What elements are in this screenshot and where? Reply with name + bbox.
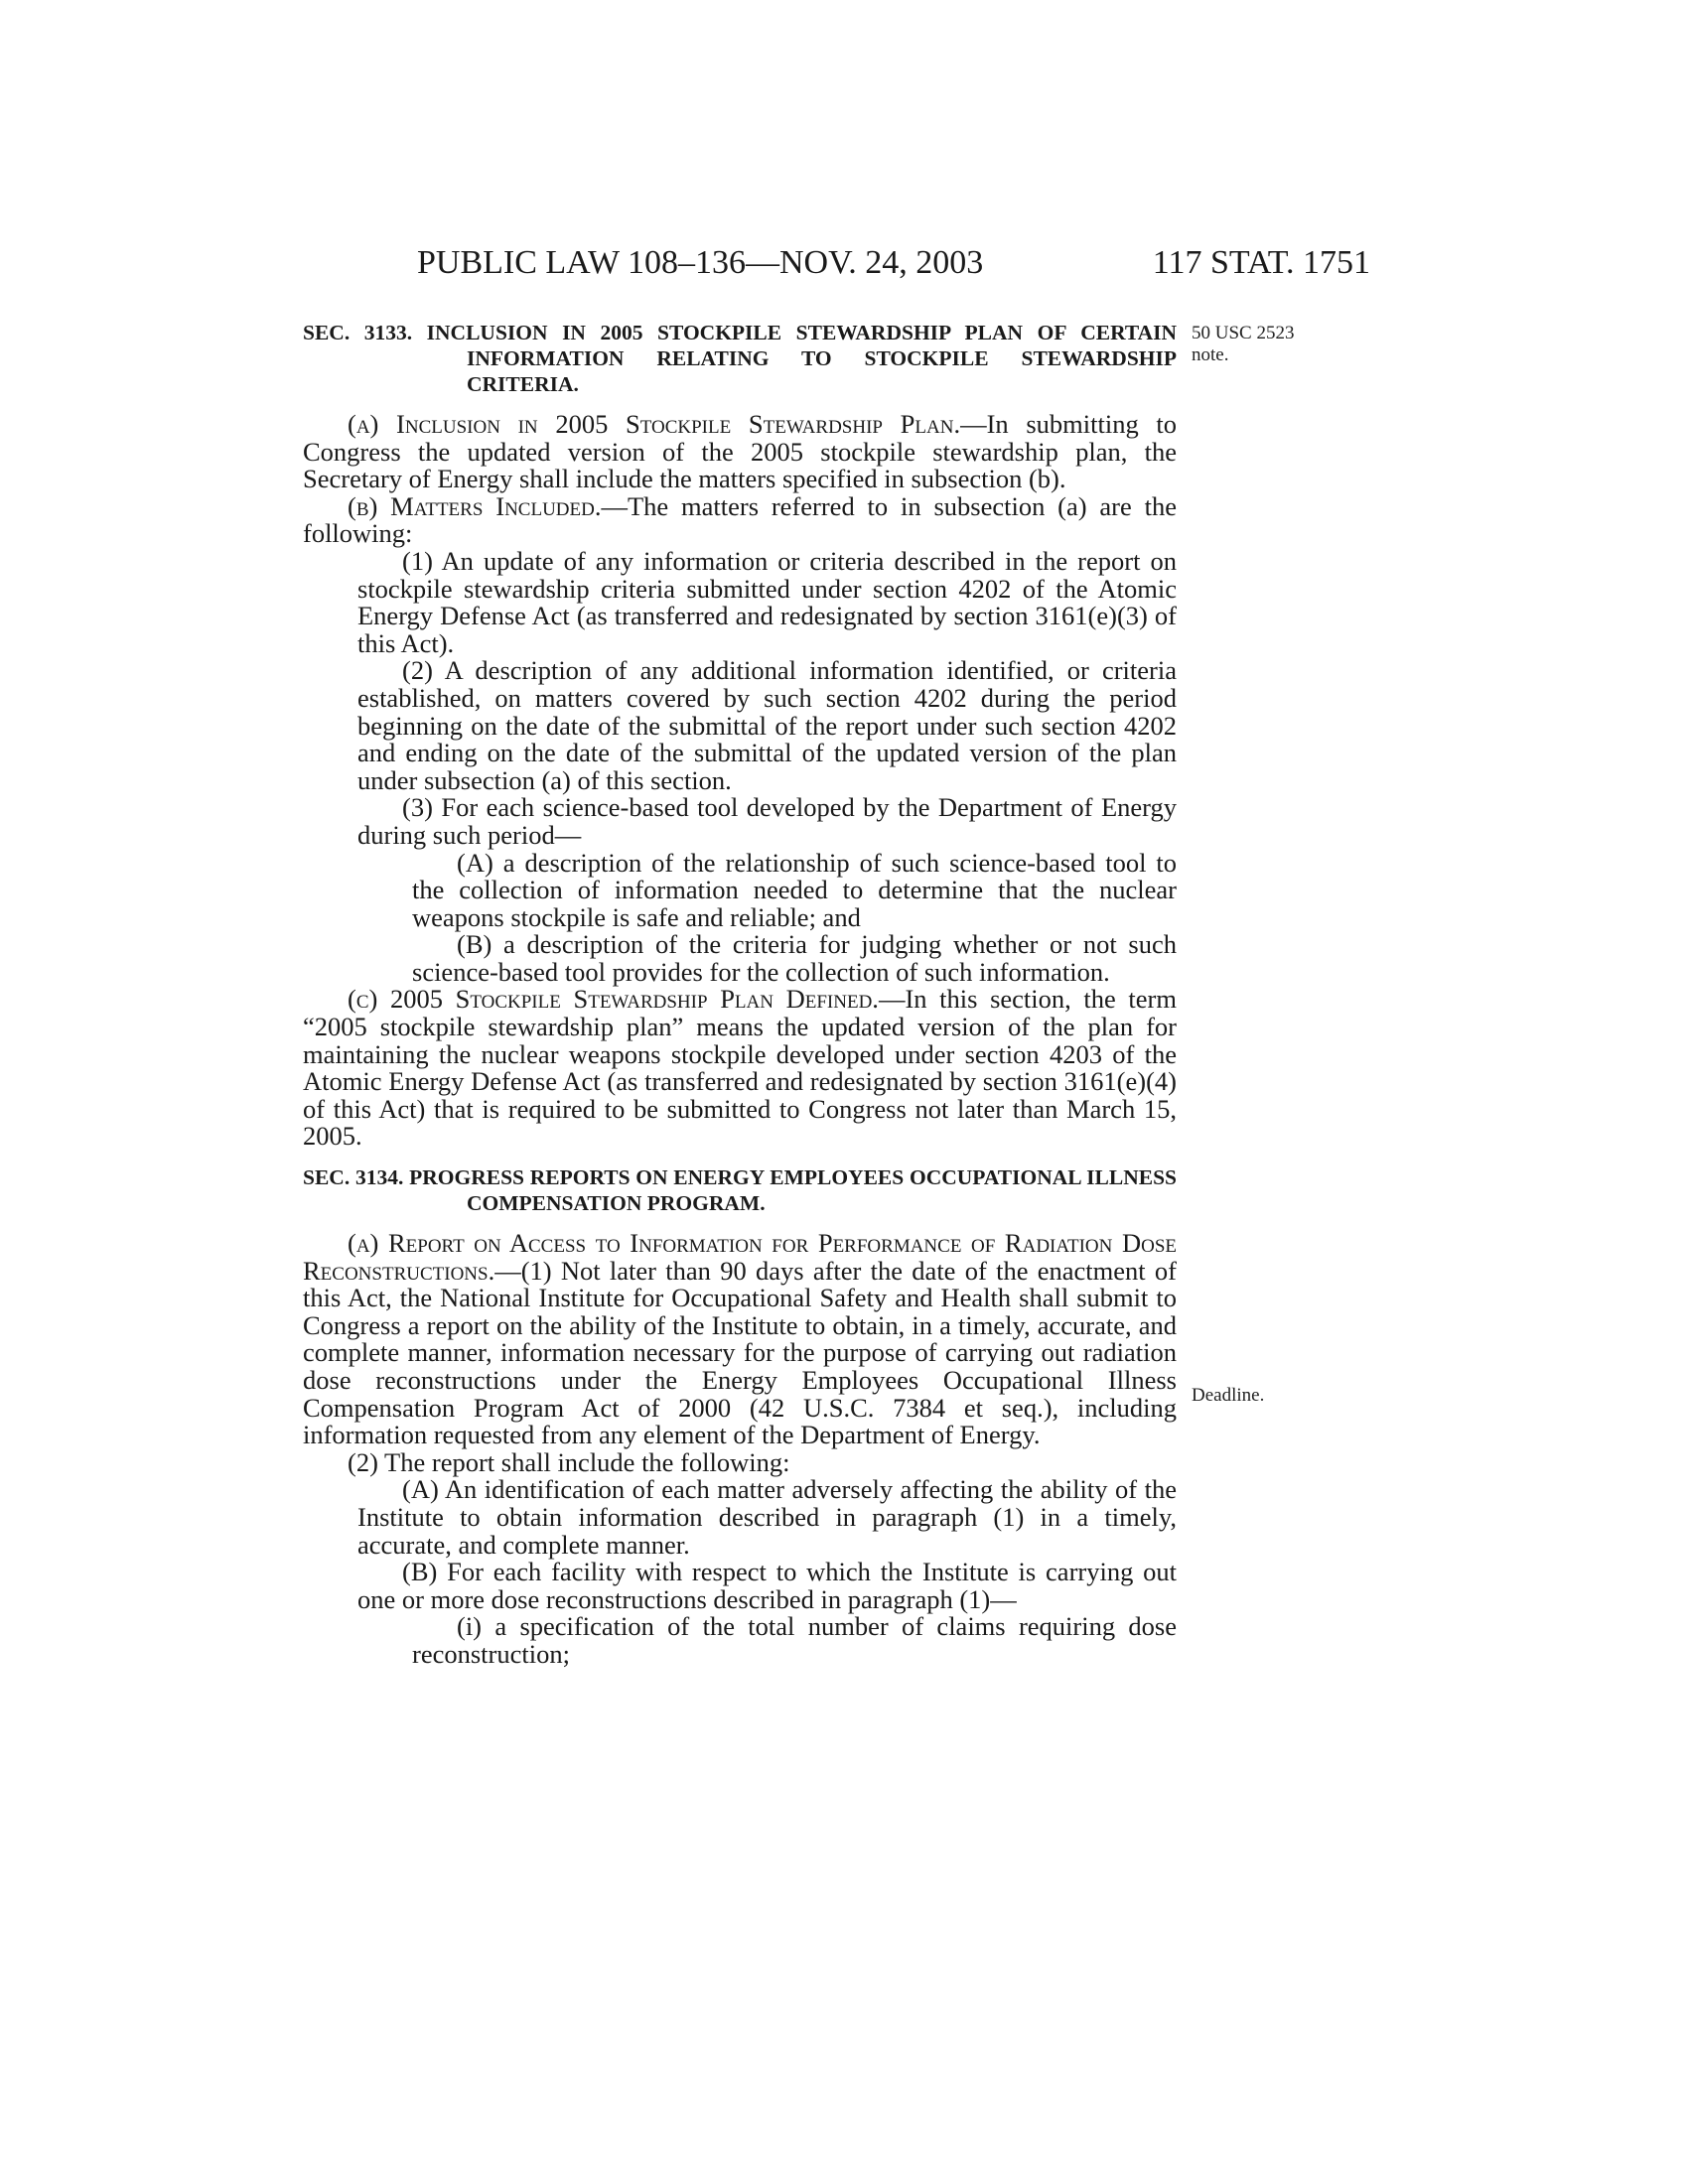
sec3133-c-caption: (c) 2005 Stockpile Stewardship Plan Defined. bbox=[348, 984, 879, 1015]
sec3133-b-text: —The matters referred to in subsection (a) are the following: bbox=[303, 490, 1177, 549]
sec3133-subparagraph-B: (B) a description of the criteria for judging whether or not such science-based tool provides for the collection of such information. bbox=[412, 929, 1177, 987]
sec3133-subsection-a bbox=[303, 411, 1177, 493]
sec3133-paragraph-3: (3) For each science-based tool developed by the Department of Energy during such period— bbox=[357, 792, 1177, 850]
sec3133-a-text: —In submitting to Congress the updated version of the 2005 stockpile stewardship plan, the Secretary of Energy shall include the matters specified in subsection (b). bbox=[303, 409, 1177, 494]
sec3134-clause-i: (i) a specification of the total number of claims requiring dose reconstruction; bbox=[412, 1611, 1177, 1669]
sec3134-subparagraph-A: (A) An identification of each matter adversely affecting the ability of the Institute to obtain information described in paragraph (1) in a timely, accurate, and complete manner. bbox=[357, 1474, 1177, 1560]
sec3134-subsection-a bbox=[303, 1230, 1177, 1449]
sec3134-a-caption: (a) Report on Access to Information for Performance of Radiation Dose Reconstructions. bbox=[303, 1228, 1177, 1286]
public-law-citation: PUBLIC LAW 108–136—NOV. 24, 2003 bbox=[417, 244, 984, 281]
sec3134-paragraph-2: (2) The report shall include the following: bbox=[348, 1446, 790, 1477]
sec3133-a-caption: (a) Inclusion in 2005 Stockpile Stewardship Plan. bbox=[348, 409, 961, 439]
statute-page-number: 117 STAT. 1751 bbox=[1152, 244, 1370, 281]
sec3133-subsection-b bbox=[303, 490, 1177, 549]
sec3133-subparagraph-A: (A) a description of the relationship of such science-based tool to the collection of information needed to determine that the nuclear weapons stockpile is safe and reliable; and bbox=[412, 847, 1177, 932]
margin-note-usc-line1: 50 USC 2523 bbox=[1192, 323, 1295, 343]
sec3133-paragraph-1: (1) An update of any information or criteria described in the report on stockpile stewardship criteria submitted under section 4202 of the Atomic Energy Defense Act (as transferred and redesignated by section 3161(e)(3) of this Act). bbox=[357, 545, 1177, 658]
section-3133-heading: SEC. 3133. INCLUSION IN 2005 STOCKPILE STEWARDSHIP PLAN OF CERTAIN INFORMATION RELATING TO STOCKPILE STEWARDSHIP CRITERIA. bbox=[303, 321, 1177, 396]
statute-body bbox=[303, 320, 1177, 1669]
sec3133-paragraph-2: (2) A description of any additional information identified, or criteria established, on matters covered by such section 4202 during the period beginning on the date of the submittal of the report under such section 4202 and ending on the date of the submittal of the updated version of the plan under subsection (a) of this section. bbox=[357, 655, 1177, 795]
sec3133-c-text: —In this section, the term “2005 stockpile stewardship plan” means the updated version of the plan for maintaining the nuclear weapons stockpile developed under section 4203 of the Atomic Energy Defense Act (as transferred and redesignated by section 3161(e)(4) of this Act) that is required to be submitted to Congress not later than March 15, 2005. bbox=[303, 984, 1177, 1152]
sec3133-subsection-c bbox=[303, 986, 1177, 1151]
running-head bbox=[417, 241, 1370, 285]
sec3133-b-caption: (b) Matters Included. bbox=[348, 490, 602, 521]
margin-note-usc bbox=[1192, 323, 1340, 366]
section-3134-heading: SEC. 3134. PROGRESS REPORTS ON ENERGY EMPLOYEES OCCUPATIONAL ILLNESS COMPENSATION PROGRAM. bbox=[303, 1165, 1177, 1216]
sec3134-a-text: —(1) Not later than 90 days after the date of the enactment of this Act, the National Institute for Occupational Safety and Health shall submit to Congress a report on the ability of the Institute to obtain, in a timely, accurate, and complete manner, information necessary for the purpose of carrying out radiation dose reconstructions under the Energy Employees Occupational Illness Compensation Program Act of 2000 (42 U.S.C. 7384 et seq.), including information requested from any element of the Department of Energy. bbox=[303, 1255, 1177, 1450]
sec3134-subparagraph-B: (B) For each facility with respect to which the Institute is carrying out one or more dose reconstructions described in paragraph (1)— bbox=[357, 1557, 1177, 1614]
margin-note-usc-line2: note. bbox=[1192, 344, 1229, 365]
margin-note-deadline: Deadline. bbox=[1192, 1385, 1265, 1406]
